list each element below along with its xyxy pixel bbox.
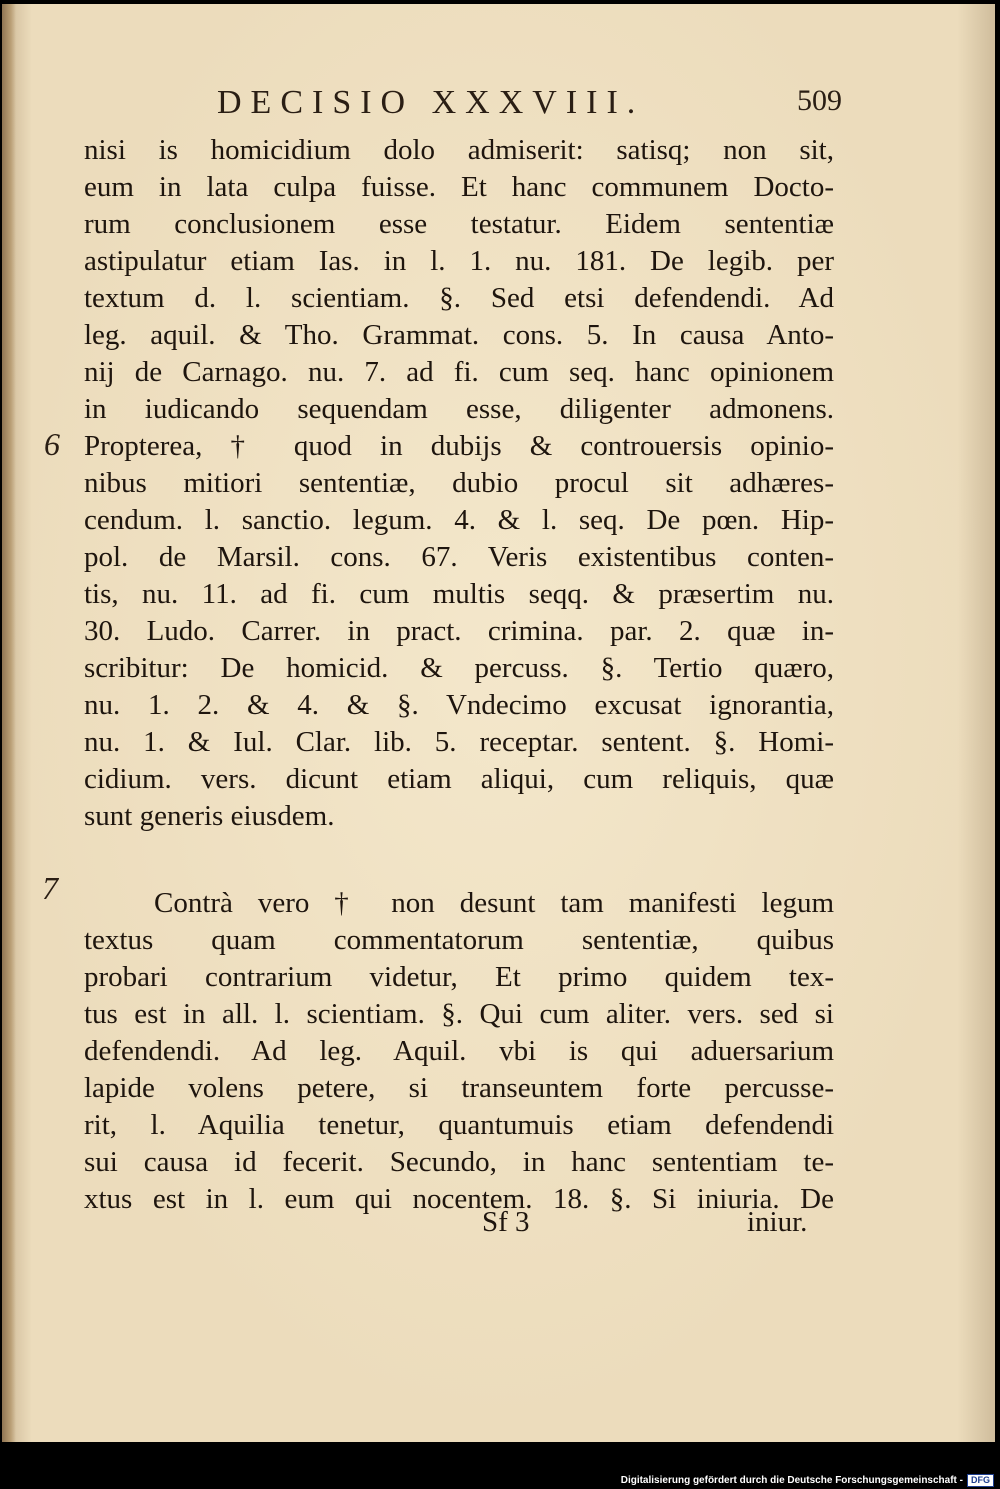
text-line: cidium. vers. dicunt etiam aliqui, cum reliquis, quæ (84, 763, 834, 795)
text-line: Propterea, † quod in dubijs & controuersis opinio- (84, 430, 834, 462)
running-title: DECISIO XXXVIII. (217, 84, 645, 121)
dfg-logo: DFG (967, 1474, 994, 1487)
text-line: nij de Carnago. nu. 7. ad fi. cum seq. hanc opinionem (84, 356, 834, 388)
page-number: 509 (797, 84, 842, 117)
text-line: sui causa id fecerit. Secundo, in hanc sententiam te- (84, 1146, 834, 1178)
text-line: in iudicando sequendam esse, diligenter admonens. (84, 393, 834, 425)
text-line: eum in lata culpa fuisse. Et hanc communem Docto- (84, 171, 834, 203)
page-spine-shadow (2, 4, 16, 1442)
catchword: iniur. (747, 1206, 808, 1238)
text-line: probari contrarium videtur, Et primo quidem tex- (84, 961, 834, 993)
margin-number-7: 7 (42, 870, 58, 906)
text-line: scribitur: De homicid. & percuss. §. Tertio quæro, (84, 652, 834, 684)
text-block (84, 132, 834, 1218)
text-line: rum conclusionem esse testatur. Eidem sententiæ (84, 208, 834, 240)
text-line: textus quam commentatorum sententiæ, quibus (84, 924, 834, 956)
signature-mark: Sf 3 (482, 1206, 530, 1238)
scan-credit (621, 1474, 994, 1487)
text-line: cendum. l. sanctio. legum. 4. & l. seq. De pœn. Hip- (84, 504, 834, 536)
text-line: tis, nu. 11. ad fi. cum multis seqq. & præsertim nu. (84, 578, 834, 610)
text-line: leg. aquil. & Tho. Grammat. cons. 5. In causa Anto- (84, 319, 834, 351)
text-line: xtus est in l. eum qui nocentem. 18. §. Si iniuria. De (84, 1183, 834, 1215)
margin-number-6: 6 (44, 426, 60, 462)
text-line: textum d. l. scientiam. §. Sed etsi defendendi. Ad (84, 282, 834, 314)
text-line: nu. 1. & Iul. Clar. lib. 5. receptar. sentent. §. Homi- (84, 726, 834, 758)
scan-bottom-band (0, 1442, 1000, 1470)
running-head (82, 84, 842, 130)
text-line: lapide volens petere, si transeuntem forte percusse- (84, 1072, 834, 1104)
text-line: pol. de Marsil. cons. 67. Veris existentibus conten- (84, 541, 834, 573)
text-line: defendendi. Ad leg. Aquil. vbi is qui aduersarium (84, 1035, 834, 1067)
text-line: astipulatur etiam Ias. in l. 1. nu. 181. De legib. per (84, 245, 834, 277)
text-line: nu. 1. 2. & 4. & §. Vndecimo excusat ignorantia, (84, 689, 834, 721)
text-line: 30. Ludo. Carrer. in pract. crimina. par. 2. quæ in- (84, 615, 834, 647)
scan-credit-text: Digitalisierung gefördert durch die Deutsche Forschungsgemeinschaft - (620, 1475, 963, 1486)
text-line: nisi is homicidium dolo admiserit: satisq; non sit, (84, 134, 834, 166)
book-page (2, 4, 995, 1442)
text-line: tus est in all. l. scientiam. §. Qui cum aliter. vers. sed si (84, 998, 834, 1030)
paragraph-gap (84, 835, 834, 885)
text-line: sunt generis eiusdem. (84, 800, 335, 832)
text-line: rit, l. Aquilia tenetur, quantumuis etiam defendendi (84, 1109, 834, 1141)
text-line: Contrà vero † non desunt tam manifesti legum (154, 887, 834, 919)
text-line: nibus mitiori sententiæ, dubio procul sit adhæres- (84, 467, 834, 499)
